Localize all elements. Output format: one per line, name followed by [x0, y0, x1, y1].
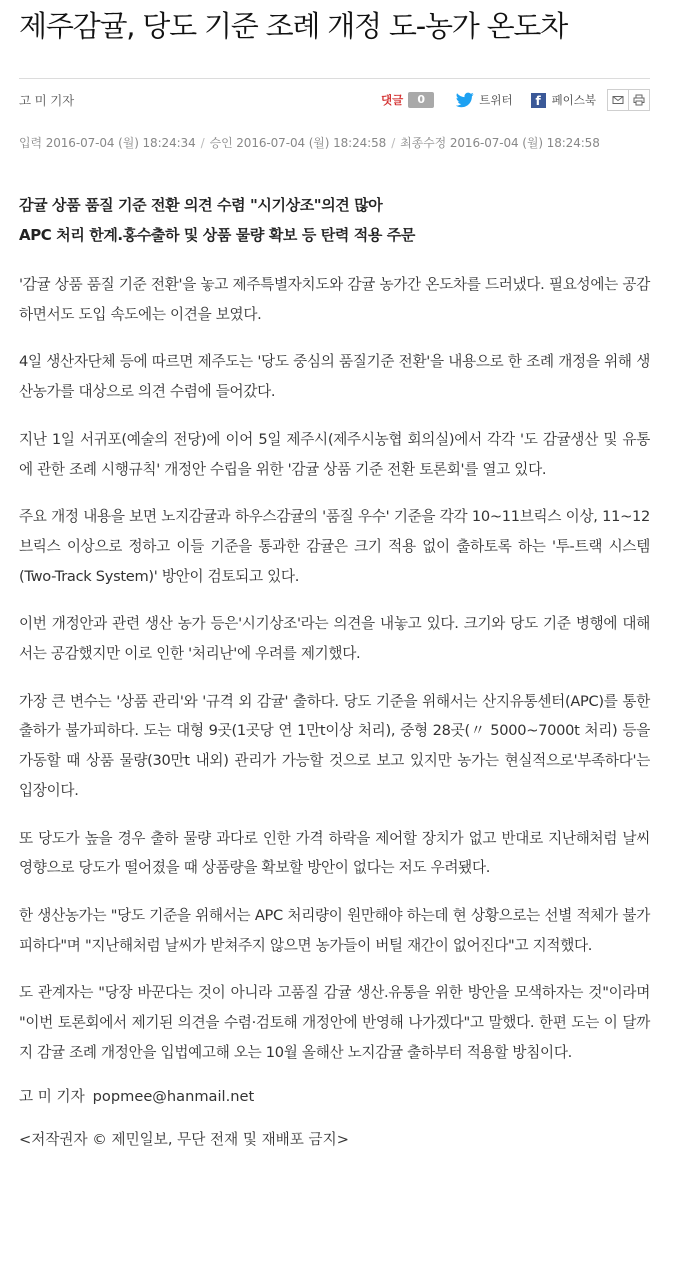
byline-name: 고 미 기자	[19, 1088, 85, 1106]
date-separator: /	[200, 136, 205, 150]
article-title: 제주감귤, 당도 기준 조례 개정 도-농가 온도차	[19, 9, 568, 43]
body-paragraph: 지난 1일 서귀포(예술의 전당)에 이어 5일 제주시(제주시농협 회의실)에서 각각 '도 감귤생산 및 유통에 관한 조례 시행규칙' 개정안 수립을 위한 '감귤 상품 기준 전환 토론회'를 열고 있다.	[19, 430, 650, 478]
body-paragraph: 한 생산농가는 "당도 기준을 위해서는 APC 처리량이 원만해야 하는데 현 상황으로는 선별 적체가 불가피하다"며 "지난해처럼 날씨가 받쳐주지 않으면 농가들이 버틸 재간이 없어진다"고 지적했다.	[19, 906, 650, 954]
date-input: 입력 2016-07-04 (월) 18:24:34	[19, 136, 196, 150]
article-byline	[19, 1085, 650, 1106]
body-paragraph: '감귤 상품 품질 기준 전환'을 놓고 제주특별자치도와 감귤 농가간 온도차를 드러냈다. 필요성에는 공감하면서도 도입 속도에는 이견을 보였다.	[19, 276, 650, 323]
facebook-share-link[interactable]: 페이스북	[551, 93, 596, 107]
body-paragraph: 이번 개정안과 관련 생산 농가 등은'시기상조'라는 의견을 내놓고 있다. 크기와 당도 기준 병행에 대해서는 공감했지만 이로 인한 '처리난'에 우려를 제기했다.	[19, 615, 650, 663]
subtitle-line: APC 처리 한계.홍수출하 및 상품 물량 확보 등 탄력 적용 주문	[19, 226, 415, 244]
byline-email[interactable]: popmee@hanmail.net	[92, 1088, 255, 1106]
article-body	[19, 270, 650, 1067]
body-paragraph: 또 당도가 높을 경우 출하 물량 과다로 인한 가격 하락을 제어할 장치가 없고 반대로 지난해처럼 날씨 영향으로 당도가 떨어졌을 때 상품량을 확보할 방안이 없다는 저도 우려됐다.	[19, 829, 650, 877]
body-paragraph: 가장 큰 변수는 '상품 관리'와 '규격 외 감귤' 출하다. 당도 기준을 위해서는 산지유통센터(APC)를 통한 출하가 불가피하다. 도는 대형 9곳(1곳당 연 1만t이상 처리), 중형 28곳(〃 5000~7000t 처리) 등을 가동할 때 상품 물량(30만t 내외) 관리가 가능할 것으로 보고 있지만 농가는 현실적으로'부족하다'는 입장이다.	[19, 692, 650, 799]
twitter-icon[interactable]	[456, 92, 474, 108]
subtitle-line: 감귤 상품 품질 기준 전환 의견 수렴 "시기상조"의견 많아	[19, 196, 383, 214]
email-button[interactable]	[607, 89, 629, 111]
date-modified: 최종수정 2016-07-04 (월) 18:24:58	[400, 136, 600, 150]
comment-link[interactable]: 댓글	[381, 93, 404, 107]
print-icon	[633, 94, 645, 106]
print-button[interactable]	[628, 89, 650, 111]
comment-count-badge[interactable]: 0	[408, 92, 434, 108]
twitter-share-link[interactable]: 트위터	[479, 93, 513, 107]
article-subtitle	[19, 190, 650, 250]
body-paragraph: 4일 생산자단체 등에 따르면 제주도는 '당도 중심의 품질기준 전환'을 내용으로 한 조례 개정을 위해 생산농가를 대상으로 의견 수렴에 들어갔다.	[19, 353, 650, 401]
body-paragraph: 도 관계자는 "당장 바꾼다는 것이 아니라 고품질 감귤 생산.유통을 위한 방안을 모색하자는 것"이라며 "이번 토론회에서 제기된 의견을 수렴·검토해 개정안에 반영해 나가겠다"고 말했다. 한편 도는 이 달까지 감귤 조례 개정안을 입법예고해 오는 10월 올해산 노지감귤 출하부터 적용할 방침이다.	[19, 984, 650, 1061]
date-approved: 승인 2016-07-04 (월) 18:24:58	[209, 136, 387, 150]
share-tools	[381, 89, 650, 111]
article-dates	[19, 134, 650, 151]
mail-icon	[612, 94, 624, 106]
facebook-icon[interactable]: f	[531, 93, 546, 108]
author-name: 고 미 기자	[19, 93, 75, 108]
article-meta-bar	[19, 79, 650, 121]
date-separator: /	[391, 136, 396, 150]
body-paragraph: 주요 개정 내용을 보면 노지감귤과 하우스감귤의 '품질 우수' 기준을 각각 10~11브릭스 이상, 11~12브릭스 이상으로 정하고 이들 기준을 통과한 감귤은 크기 적용 없이 출하토록 하는 '투-트랙 시스템(Two-Track System)' 방안이 검토되고 있다.	[19, 508, 650, 585]
copyright-notice: <저작권자 © 제민일보, 무단 전재 및 재배포 금지>	[19, 1131, 349, 1149]
